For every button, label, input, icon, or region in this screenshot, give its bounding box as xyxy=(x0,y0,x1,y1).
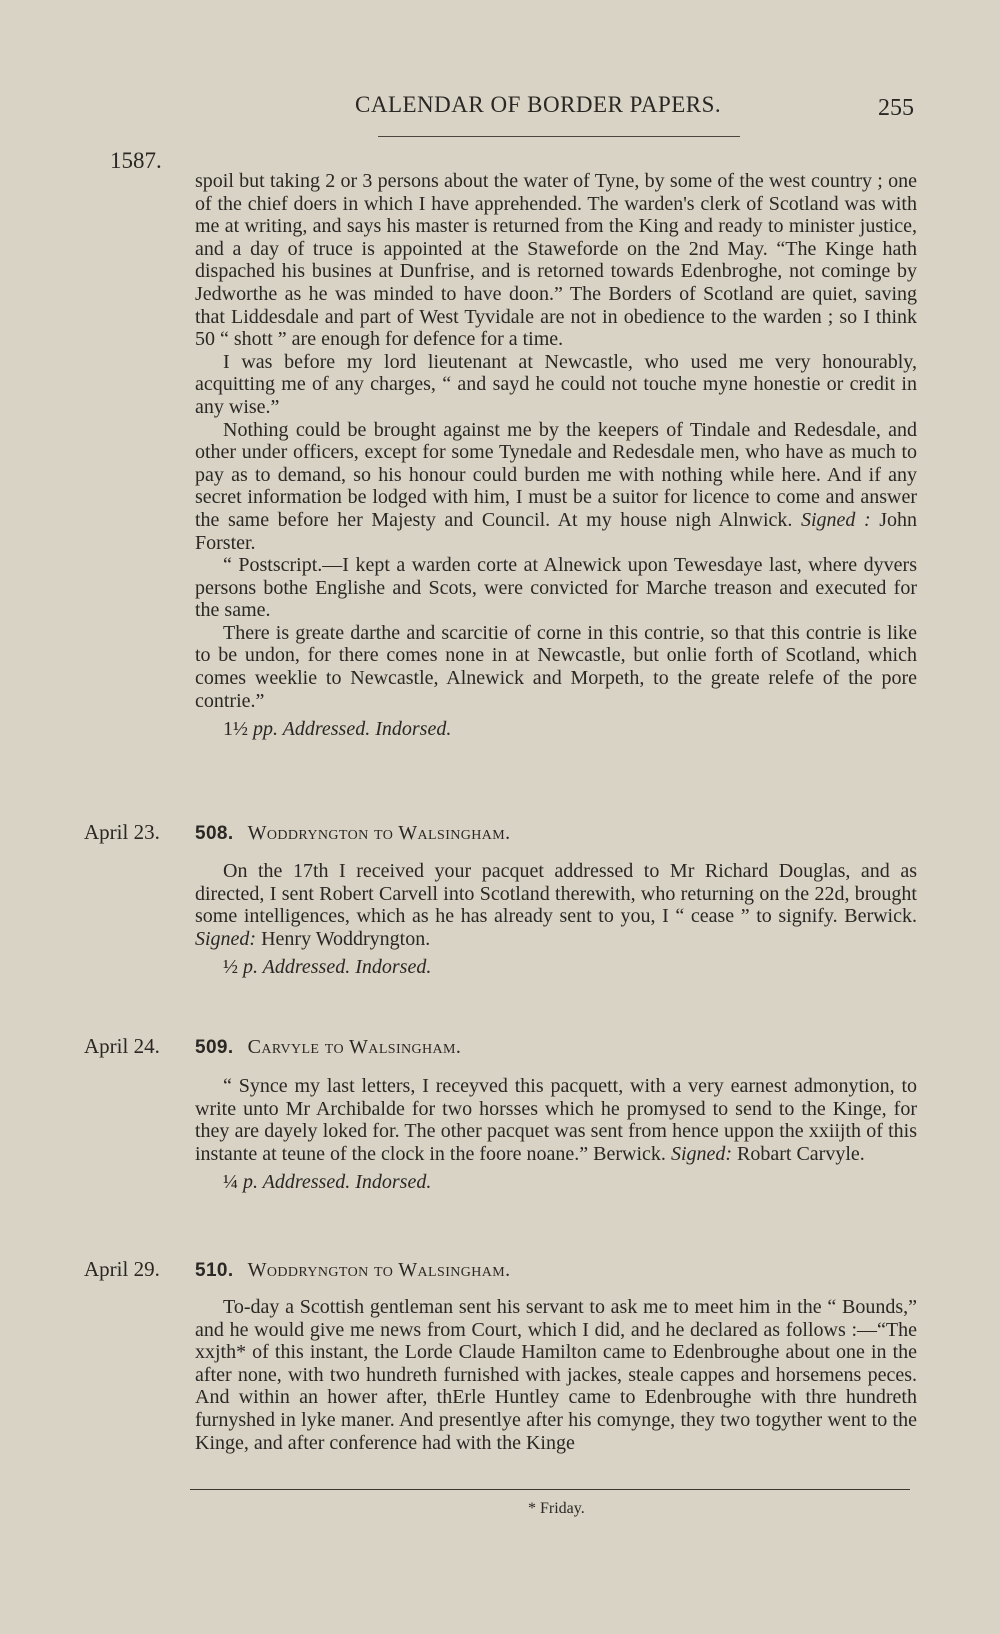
entry-date: April 24. xyxy=(84,1034,160,1058)
entry-date: April 29. xyxy=(84,1257,160,1281)
entry-body xyxy=(195,860,917,979)
entry-title: Woddryngton to Walsingham. xyxy=(247,822,511,844)
footnote-rule xyxy=(190,1489,910,1490)
entry-body xyxy=(195,1296,917,1454)
entry-heading xyxy=(195,1036,461,1059)
continuation-letter xyxy=(195,170,917,741)
entry-date: April 23. xyxy=(84,820,160,844)
entry-heading xyxy=(195,1259,511,1282)
entry-heading xyxy=(195,822,511,845)
signed-label: Signed: xyxy=(670,1142,733,1165)
endorsement-note: p. Addressed. Indorsed. xyxy=(243,956,432,979)
signatory: Henry Woddryngton. xyxy=(261,927,431,950)
paragraph xyxy=(195,1075,917,1165)
entry-title: Carvyle to Walsingham. xyxy=(247,1036,462,1058)
paragraph-text: On the 17th I received your pacquet addressed to Mr Richard Douglas, and as directed, I sent Robert Carvell into Scotland therewith, who returning on the 22d, brought some intelligences, which as he has already sent to you, I “ cease ” to signify. Berwick. xyxy=(195,860,917,928)
entry-body xyxy=(195,1075,917,1194)
entry-number: 509. xyxy=(195,1037,234,1058)
paragraph: To-day a Scottish gentleman sent his servant to ask me to meet him in the “ Bounds,” and he would give me news from Court, which I did, and he declared as follows :—“The xxjth* of this instant, the Lorde Claude Hamilton came to Edenbroughe about one in the after none, with two hundreth furnished with jackes, steale cappes and horsemens peces. And within an hower after, thErle Huntley came to Edenbroughe with thre hundreth furnyshed in lyke maner. And presentlye after his comynge, they two togyther went to the Kinge, and after conference had with the Kinge xyxy=(195,1296,917,1454)
endorsement-note: pp. Addressed. Indorsed. xyxy=(253,718,452,741)
paragraph-text: “ Synce my last letters, I receyved this pacquett, with a very earnest admonytion, to write unto Mr Archibalde for two horsses which he promysed to send to the Kinge, for they are dayely loked for. The other pacquet was sent from hence uppon the xxiijth of this instante at teune of the clock in the foore noane.” Berwick. xyxy=(195,1075,917,1165)
endorsement-note: p. Addressed. Indorsed. xyxy=(243,1171,432,1194)
page-count: ¼ xyxy=(223,1171,238,1194)
paragraph-text: Nothing could be brought against me by the keepers of Tindale and Redesdale, and other under officers, except for some Tynedale and Redesdale men, who have as much to pay as to demand, so his honour could burden me with nothing while here. And if any secret information be lodged with him, I must be a suitor for licence to come and answer the same before her Majesty and Council. At my house nigh Alnwick. xyxy=(195,418,917,531)
entry-number: 508. xyxy=(195,823,234,844)
paragraph: “ Postscript.—I kept a warden corte at Alnewick upon Tewesdaye last, where dyvers persons bothe Englishe and Scots, were convicted for Marche treason and executed for the same. xyxy=(195,554,917,622)
paragraph: There is greate darthe and scarcitie of corne in this contrie, so that this contrie is like to be undon, for there comes none in at Newcastle, but onlie forth of Scotland, which comes weeklie to Newcastle, Alnewick and Morpeth, to the greate relefe of the pore contrie.” xyxy=(195,621,917,712)
document-description xyxy=(223,718,917,741)
paragraph xyxy=(195,419,917,555)
document-description xyxy=(223,956,917,979)
page-count: ½ xyxy=(223,956,238,979)
signed-label: Signed : xyxy=(800,508,871,531)
page-number: 255 xyxy=(878,95,914,121)
page-count: 1½ xyxy=(223,718,248,741)
signed-label: Signed: xyxy=(195,927,257,950)
entry-title: Woddryngton to Walsingham. xyxy=(247,1259,511,1281)
paragraph xyxy=(195,860,917,950)
signatory: John Forster. xyxy=(195,508,917,554)
document-description xyxy=(223,1171,917,1194)
running-header-title: CALENDAR OF BORDER PAPERS. xyxy=(355,92,722,117)
paragraph: spoil but taking 2 or 3 persons about the water of Tyne, by some of the west country ; one of the chief doers in which I have apprehended. The warden's clerk of Scotland was with me at writing, and says his master is returned from the King and ready to minister justice, and a day of truce is appointed at the Staweforde on the 2nd May. “The Kinge hath dispached his busines at Dunfrise, and is retorned towards Edenbroghe, not cominge by Jedworthe as he was minded to have doon.” The Borders of Scotland are quiet, saving that Liddesdale and part of West Tyvidale are not in obedience to the warden ; so I think 50 “ shott ” are enough for defence for a time. xyxy=(195,170,917,351)
entry-number: 510. xyxy=(195,1260,234,1281)
header-rule xyxy=(378,136,740,137)
footnote: * Friday. xyxy=(528,1500,585,1517)
year-marginal-note: 1587. xyxy=(110,148,162,173)
paragraph: I was before my lord lieutenant at Newcastle, who used me very honourably, acquitting me of any charges, “ and sayd he could not touche myne honestie or credit in any wise.” xyxy=(195,350,917,418)
signatory: Robart Carvyle. xyxy=(737,1142,865,1165)
